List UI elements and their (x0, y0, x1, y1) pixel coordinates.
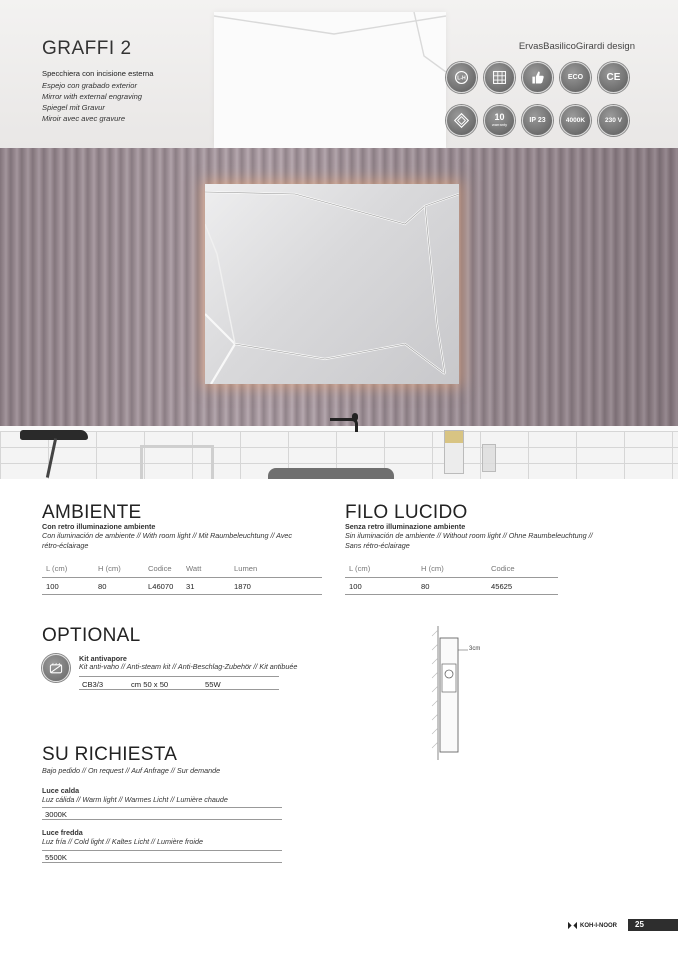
faucet-handle (352, 413, 358, 421)
grid-wall-icon (484, 62, 515, 93)
ambiente-table (42, 561, 322, 595)
towel-rack (140, 445, 214, 479)
designer-credit: ErvasBasilicoGirardi design (518, 41, 635, 52)
header-band (0, 0, 678, 148)
ambiente-subtitle: Con retro illuminazione ambiente (42, 522, 156, 531)
ambiente-line-1: Con iluminación de ambiente // With room light // Mit Raumbeleuchtung // Avec (42, 531, 293, 540)
mirror-engraving (205, 184, 459, 384)
eco-text: ECO (567, 74, 584, 81)
warranty-icon (484, 105, 515, 136)
richiesta-title: SU RICHIESTA (42, 744, 178, 765)
subtitle-fr: Miroir avec avec gravure (42, 114, 126, 123)
warm-light-translations: Luz cálida // Warm light // Warmes Licht // Lumière chaude (42, 795, 228, 804)
optional-title: OPTIONAL (42, 625, 141, 646)
cell-h: 80 (94, 578, 144, 595)
warm-light-label: Luce calda (42, 786, 80, 795)
ip-text: IP 23 (529, 117, 546, 124)
svg-text:L-H: L-H (457, 75, 466, 82)
page-number: 25 (628, 919, 678, 931)
filo-line-2: Sans rétro-éclairage (345, 540, 410, 550)
col-codice: Codice (144, 561, 182, 578)
class-ii-icon (446, 105, 477, 136)
col-l: L (cm) (42, 561, 94, 578)
eco-icon (560, 62, 591, 93)
product-subtitle: Specchiera con incisione esterna (42, 69, 154, 78)
cell-h: 80 (417, 578, 487, 595)
optional-watt: 55W (205, 680, 221, 689)
table-header-row (345, 561, 558, 578)
color-temp-icon (560, 105, 591, 136)
thumbs-up-icon (522, 62, 553, 93)
filo-translations (345, 531, 593, 550)
product-photo (0, 148, 678, 479)
page-title: GRAFFI 2 (42, 38, 132, 59)
optional-code: CB3/3 (82, 680, 104, 689)
side-section-drawing (412, 626, 492, 760)
col-h: H (cm) (417, 561, 487, 578)
filo-subtitle: Senza retro illuminazione ambiente (345, 522, 466, 531)
optional-size: cm 50 x 50 (131, 680, 169, 689)
filo-title: FILO LUCIDO (345, 502, 468, 523)
engraving-lines (214, 12, 446, 148)
optional-row (79, 676, 279, 690)
anti-steam-icon (42, 654, 70, 682)
wash-basin (268, 468, 394, 479)
brand-logo (568, 921, 617, 930)
cell-lumen: 1870 (230, 578, 322, 595)
subtitle-en: Mirror with external engraving (42, 92, 143, 101)
table-row (42, 578, 322, 595)
table-header-row (42, 561, 322, 578)
dimension-label: 3cm (469, 646, 481, 652)
voltage-icon (598, 105, 629, 136)
warm-light-value: 3000K (42, 807, 282, 820)
brand-mark-icon (568, 921, 577, 930)
warranty-text: warranty (491, 121, 508, 127)
table-row (345, 578, 558, 595)
cell-l: 100 (345, 578, 417, 595)
optional-label: Kit antivapore (79, 654, 127, 663)
subtitle-de: Spiegel mit Gravur (42, 103, 105, 112)
cold-light-translations: Luz fría // Cold light // Kaltes Licht // Lumière froide (42, 837, 203, 846)
color-temp-text: 4000K (565, 117, 586, 124)
ip-rating-icon (522, 105, 553, 136)
ambiente-title: AMBIENTE (42, 502, 142, 523)
filo-line-1: Sin iluminación de ambiente // Without room light // Ohne Raumbeleuchtung // (345, 531, 593, 540)
filo-table (345, 561, 558, 595)
subtitle-es: Espejo con grabado exterior (42, 81, 137, 90)
soap-dispenser (444, 430, 464, 474)
col-h: H (cm) (94, 561, 144, 578)
cell-watt: 31 (182, 578, 230, 595)
light-dimmer-icon (446, 62, 477, 93)
cold-light-value: 5500K (42, 850, 282, 863)
header-mirror-detail (214, 12, 446, 148)
cold-light-label: Luce fredda (42, 828, 83, 837)
ce-text: CE (606, 72, 621, 83)
col-lumen: Lumen (230, 561, 322, 578)
cell-l: 100 (42, 578, 94, 595)
richiesta-translations: Bajo pedido // On request // Auf Anfrage // Sur demande (42, 766, 221, 775)
ce-mark-icon (598, 62, 629, 93)
voltage-text: 230 V (605, 117, 622, 124)
cell-codice: L46070 (144, 578, 182, 595)
optional-translations: Kit anti-vaho // Anti-steam kit // Anti-Beschlag-Zubehör // Kit antibuée (79, 662, 298, 671)
ambiente-translations (42, 531, 292, 550)
col-watt: Watt (182, 561, 230, 578)
col-l: L (cm) (345, 561, 417, 578)
warranty-years: 10 (494, 111, 505, 122)
subtitle-translations (42, 80, 142, 124)
ambiente-line-2: rétro-éclairage (42, 540, 89, 550)
cell-codice: 45625 (487, 578, 558, 595)
col-codice: Codice (487, 561, 558, 578)
glass-cup (482, 444, 496, 472)
mirror-image (205, 184, 459, 384)
brand-name: KOH-I-NOOR (580, 922, 617, 929)
